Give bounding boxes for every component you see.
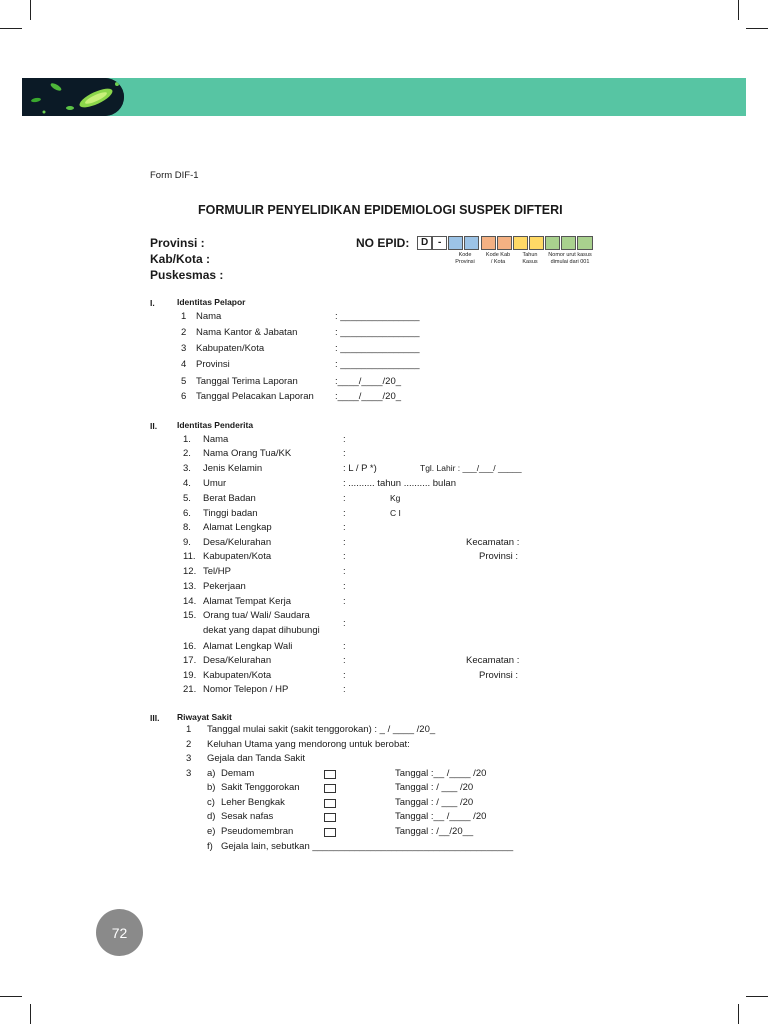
field-label: Alamat Lengkap Wali [203,641,293,652]
symptom-checkbox[interactable] [324,799,336,808]
field-label: Nama Orang Tua/KK [203,448,292,459]
field-input[interactable]: : _______________ [335,359,420,370]
epid-dash-box [432,236,447,250]
symptom-label: Demam [221,768,255,779]
field-input[interactable]: : [343,581,346,592]
section-title: Identitas Pelapor [177,297,246,307]
crop-mark [738,0,739,20]
field-input[interactable]: : _______________ [335,343,420,354]
field-input[interactable]: : L / P *) [343,463,377,474]
field-label: Desa/Kelurahan [203,537,272,548]
row-number: 11. [183,551,196,562]
row-number: 13. [183,581,197,592]
row-number: 16. [183,641,197,652]
field-input[interactable]: : [343,566,346,577]
symptom-letter: f) [207,841,213,852]
field-label: Kabupaten/Kota [203,551,272,562]
row-number: 19. [183,670,197,681]
symptom-letter: c) [207,797,215,808]
page-number-text: 72 [111,924,128,941]
epid-tahun-box[interactable] [529,236,544,250]
crop-mark [30,1004,31,1024]
field-input[interactable]: : [343,618,346,629]
field-label: Tel/HP [203,566,231,577]
field-extra[interactable]: Tgl. Lahir : ___/___/ _____ [420,463,522,473]
row-number: 15. [183,610,197,621]
header-banner [22,78,746,116]
provinsi-label: Provinsi : [150,236,205,250]
symptom-label: Pseudomembran [221,826,294,837]
field-label: Provinsi : [479,551,519,562]
symptom-checkbox[interactable] [324,784,336,793]
field-label: Desa/Kelurahan [203,655,272,666]
field-input[interactable]: : [343,522,346,533]
field-label: Alamat Tempat Kerja [203,596,292,607]
row-number: 8. [183,522,191,533]
row-number: 17. [183,655,197,666]
section-number: II. [150,421,158,431]
bacteria-image [22,78,124,116]
field-label: Provinsi [196,359,230,370]
row-number: 3. [183,463,191,474]
row-number: 14. [183,596,197,607]
epid-legend-provinsi: Kode Provinsi [455,252,475,265]
form-code: Form DIF-1 [150,170,199,181]
field-input[interactable]: : [343,670,346,681]
field-label: Keluhan Utama yang mendorong untuk berobat: [207,739,410,750]
page-number [96,909,143,956]
kabkota-label: Kab/Kota : [150,252,210,266]
epid-provinsi-box[interactable] [448,236,463,250]
symptom-checkbox[interactable] [324,828,336,837]
epid-kabkota-box[interactable] [497,236,512,250]
field-label: Gejala dan Tanda Sakit [207,753,306,764]
symptom-letter: e) [207,826,216,837]
symptom-date[interactable]: Tanggal : /__/20__ [395,826,474,837]
field-input[interactable]: : _______________ [335,327,420,338]
field-label: Berat Badan [203,493,256,504]
field-input[interactable]: : [343,655,346,666]
field-label: Kecamatan : [466,537,520,548]
epid-kasus-box[interactable] [561,236,576,250]
symptom-label: Leher Bengkak [221,797,285,808]
field-label: Kabupaten/Kota [196,343,265,354]
row-number: 3 [181,343,187,354]
other-symptoms-input[interactable]: Gejala lain, sebutkan ______________________________________ [221,841,514,852]
row-number: 9. [183,537,191,548]
crop-mark [738,1004,739,1024]
crop-mark [0,996,22,997]
epid-dash: - [438,237,442,248]
field-input[interactable]: : [343,551,346,562]
crop-mark [0,28,22,29]
symptom-date[interactable]: Tanggal : / ___ /20 [395,797,474,808]
field-label[interactable]: Tanggal mulai sakit (sakit tenggorokan) : _ / ____ /20_ [207,724,436,735]
symptom-letter: b) [207,782,216,793]
field-input[interactable]: :____/____/20_ [335,376,402,387]
symptom-letter: a) [207,768,216,779]
epid-tahun-box[interactable] [513,236,528,250]
epid-prefix-box [417,236,432,250]
symptom-date[interactable]: Tanggal :__ /____ /20 [395,768,487,779]
section-title: Identitas Penderita [177,420,254,430]
field-label: Kecamatan : [466,655,520,666]
puskesmas-label: Puskesmas : [150,268,224,282]
field-label: Jenis Kelamin [203,463,263,474]
row-number: 12. [183,566,197,577]
row-number: 1 [181,311,187,322]
field-label: Pekerjaan [203,581,246,592]
epid-kasus-box[interactable] [545,236,560,250]
row-number: 2. [183,448,191,459]
crop-mark [30,0,31,20]
field-input[interactable]: : [343,684,346,695]
field-label: Orang tua/ Wali/ Saudara [203,610,310,621]
epid-legend-tahun: Tahun Kasus [522,252,538,265]
symptom-label: Sakit Tenggorokan [221,782,300,793]
symptom-date[interactable]: Tanggal : / ___ /20 [395,782,474,793]
symptom-date[interactable]: Tanggal :__ /____ /20 [395,811,487,822]
field-label: Tanggal Pelacakan Laporan [196,391,314,402]
field-input[interactable]: : [343,493,346,504]
field-input[interactable]: : [343,448,346,459]
symptom-checkbox[interactable] [324,770,336,779]
epid-legend-kasus: Nomor urut kasus dimulai dari 001 [548,252,592,265]
field-label: Tanggal Terima Laporan [196,376,298,387]
row-number: 1. [183,434,191,445]
field-input[interactable]: : [343,508,346,519]
row-number: 2 [186,739,192,750]
field-label: Nama Kantor & Jabatan [196,327,298,338]
field-label: Tinggi badan [203,508,258,519]
field-label: dekat yang dapat dihubungi [203,625,320,636]
field-input[interactable]: :____/____/20_ [335,391,402,402]
field-input[interactable]: : .......... tahun .......... bulan [343,478,457,489]
symptom-letter: d) [207,811,216,822]
row-number: 6 [181,391,187,402]
row-number: 3 [186,768,192,779]
symptom-label: Sesak nafas [221,811,274,822]
row-number: 21. [183,684,197,695]
field-input[interactable]: : [343,641,346,652]
epid-provinsi-box[interactable] [464,236,479,250]
epid-label: NO EPID: [356,236,410,250]
row-number: 2 [181,327,187,338]
field-label: Umur [203,478,227,489]
field-label: Nama [203,434,229,445]
section-title: Riwayat Sakit [177,712,232,722]
field-input[interactable]: : [343,434,346,445]
field-label: Alamat Lengkap [203,522,272,533]
crop-mark [746,28,768,29]
symptom-checkbox[interactable] [324,813,336,822]
section-number: III. [150,713,160,723]
field-extra[interactable]: Kg [390,493,401,503]
row-number: 5. [183,493,191,504]
row-number: 6. [183,508,191,519]
epid-kabkota-box[interactable] [481,236,496,250]
row-number: 1 [186,724,192,735]
section-number: I. [150,298,155,308]
row-number: 3 [186,753,192,764]
field-label: Provinsi : [479,670,519,681]
field-extra[interactable]: C Ι [390,508,401,518]
epid-prefix: D [421,237,429,248]
field-input[interactable]: : _______________ [335,311,420,322]
form-title: FORMULIR PENYELIDIKAN EPIDEMIOLOGI SUSPEK DIFTERI [198,203,563,217]
field-label: Nama [196,311,222,322]
field-label: Kabupaten/Kota [203,670,272,681]
field-input[interactable]: : [343,537,346,548]
crop-mark [746,996,768,997]
row-number: 4. [183,478,191,489]
epid-legend-kabkota: Kode Kab / Kota [485,252,511,265]
epid-kasus-box[interactable] [577,236,593,250]
row-number: 4 [181,359,187,370]
field-label: Nomor Telepon / HP [203,684,289,695]
field-input[interactable]: : [343,596,346,607]
row-number: 5 [181,376,187,387]
